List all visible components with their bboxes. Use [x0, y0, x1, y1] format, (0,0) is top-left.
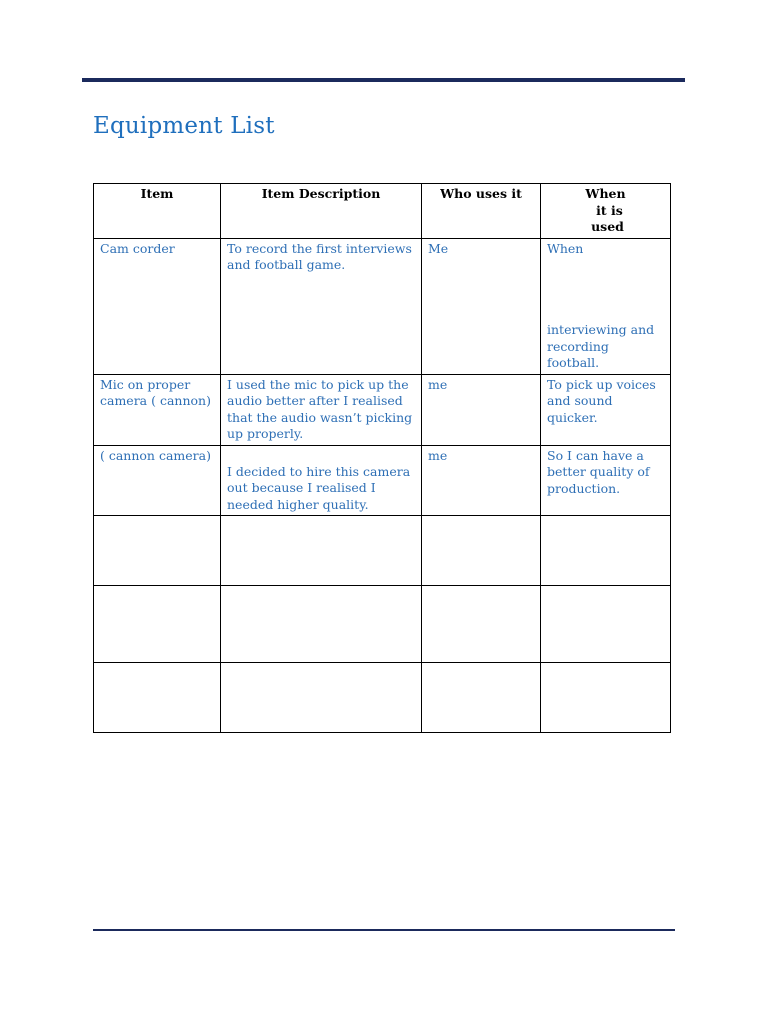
header-item: Item [94, 184, 221, 239]
table-header-row [94, 184, 671, 239]
empty-cell [422, 586, 541, 663]
cell-who: me [422, 374, 541, 445]
page-title: Equipment List [93, 113, 275, 139]
header-rule [82, 78, 685, 82]
table-row-empty [94, 516, 671, 586]
empty-cell [94, 586, 221, 663]
cell-item: Mic on proper camera ( cannon) [94, 374, 221, 445]
cell-description [221, 445, 422, 516]
cell-when: So I can have a better quality of production. [541, 445, 671, 516]
cell-who: me [422, 445, 541, 516]
cell-when-top: When [547, 240, 584, 256]
empty-cell [94, 516, 221, 586]
table-row-empty [94, 586, 671, 663]
empty-cell [422, 516, 541, 586]
empty-cell [541, 586, 671, 663]
header-when-line-1: When [585, 186, 626, 201]
empty-cell [221, 516, 422, 586]
empty-cell [221, 663, 422, 733]
empty-cell [221, 586, 422, 663]
empty-cell [94, 663, 221, 733]
table-row [94, 374, 671, 445]
table-row [94, 445, 671, 516]
cell-who: Me [422, 238, 541, 374]
cell-item: Cam corder [94, 238, 221, 374]
header-when-line-3: used [591, 219, 624, 234]
empty-cell [541, 516, 671, 586]
header-who-uses-it: Who uses it [422, 184, 541, 239]
empty-cell [422, 663, 541, 733]
cell-description: I used the mic to pick up the audio better after I realised that the audio wasn’t picking up properly. [221, 374, 422, 445]
cell-description-text: I decided to hire this camera out because I realised I needed higher quality. [227, 463, 411, 512]
header-description: Item Description [221, 184, 422, 239]
header-when-line-2: it is [596, 202, 623, 218]
cell-when-bottom: interviewing and recording football. [547, 322, 655, 370]
header-when-used [541, 184, 671, 239]
cell-when: To pick up voices and sound quicker. [541, 374, 671, 445]
footer-rule [93, 929, 675, 931]
empty-cell [541, 663, 671, 733]
cell-item: ( cannon camera) [94, 445, 221, 516]
table-row-empty [94, 663, 671, 733]
cell-description: To record the first interviews and football game. [221, 238, 422, 374]
table-row [94, 238, 671, 374]
cell-when [541, 238, 671, 374]
equipment-table [93, 183, 671, 733]
